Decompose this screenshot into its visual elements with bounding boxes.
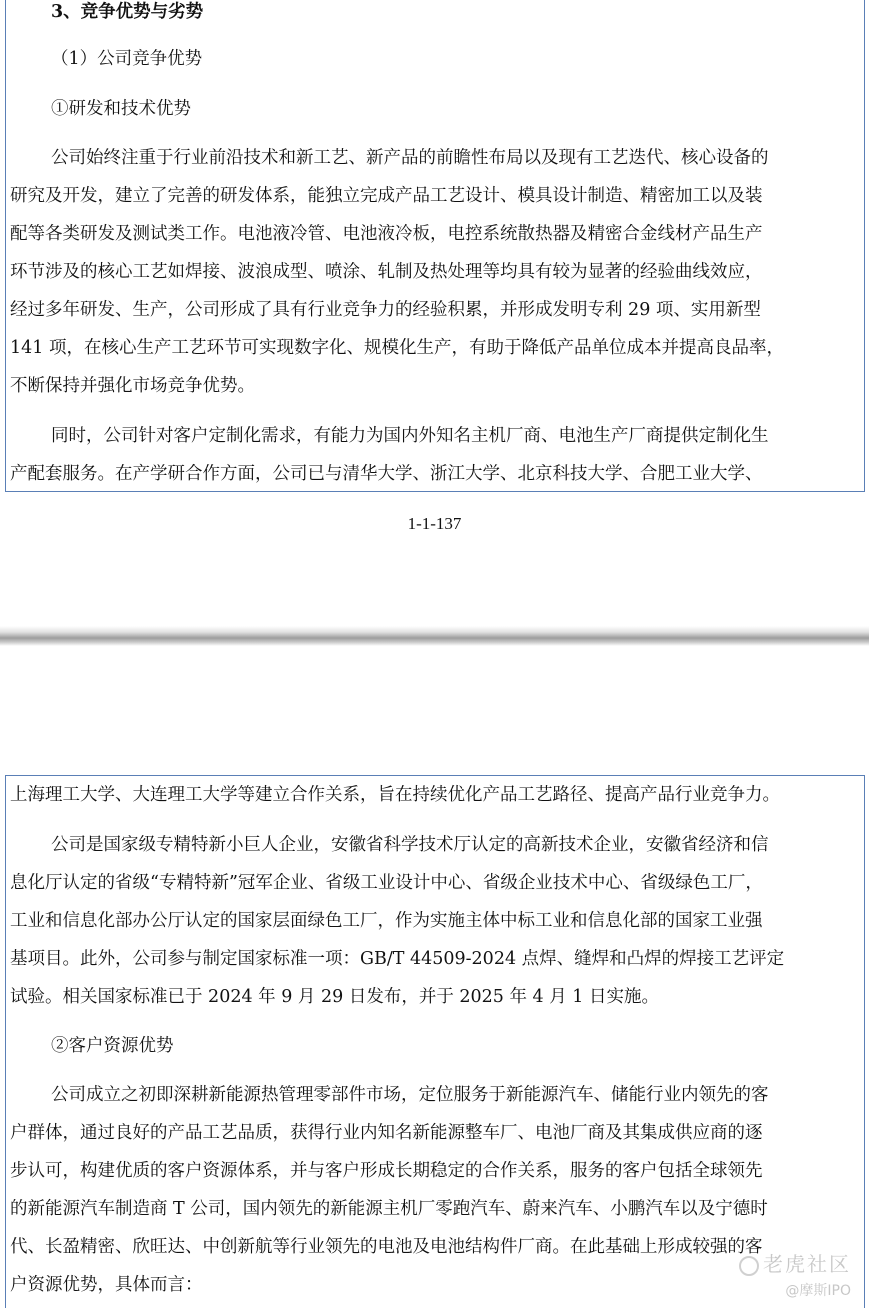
paragraph-line: 公司始终注重于行业前沿技术和新工艺、新产品的前瞻性布局以及现有工艺迭代、核心设备的 [51,148,769,168]
paragraph-line: 户群体，通过良好的产品工艺品质，获得行业内知名新能源整车厂、电池厂商及其集成供应商的逐 [10,1123,763,1143]
section-title-customers: ②客户资源优势 [51,1036,174,1056]
paragraph-line: 步认可，构建优质的客户资源体系，并与客户形成长期稳定的合作关系，服务的客户包括全球领先 [10,1161,763,1181]
paragraph-line: 代、长盈精密、欣旺达、中创新航等行业领先的电池及电池结构件厂商。在此基础上形成较强的客 [10,1237,763,1257]
paragraph-line: 户资源优势，具体而言： [10,1275,203,1295]
section-heading: 3、竞争优势与劣势 [51,2,204,22]
tiger-logo-icon [739,1256,759,1276]
page-separator [0,626,869,646]
paragraph-line: 环节涉及的核心工艺如焊接、波浪成型、喷涂、轧制及热处理等均具有较为显著的经验曲线效应， [10,262,763,282]
paragraph-line: 工业和信息化部办公厅认定的国家层面绿色工厂，作为实施主体中标工业和信息化部的国家工业强 [10,911,763,931]
section-title-rd: ①研发和技术优势 [51,99,191,119]
paragraph-line: 产配套服务。在产学研合作方面，公司已与清华大学、浙江大学、北京科技大学、合肥工业大学、 [10,464,763,484]
paragraph-line: 基项目。此外，公司参与制定国家标准一项：GB/T 44509-2024 点焊、缝焊和凸焊的焊接工艺评定 [10,949,785,969]
paragraph-line: 上海理工大学、大连理工大学等建立合作关系，旨在持续优化产品工艺路径、提高产品行业竞争力。 [10,785,780,805]
paragraph-line: 经过多年研发、生产，公司形成了具有行业竞争力的经验积累，并形成发明专利 29 项、实用新型 [10,300,761,320]
watermark-main-text: 老虎社区 [763,1252,851,1276]
paragraph-line: 息化厅认定的省级“专精特新”冠军企业、省级工业设计中心、省级企业技术中心、省级绿色工厂， [10,873,763,893]
paragraph-line: 试验。相关国家标准已于 2024 年 9 月 29 日发布，并于 2025 年 4 月 1 日实施。 [10,987,659,1007]
paragraph-line: 研究及开发，建立了完善的研发体系，能独立完成产品工艺设计、模具设计制造、精密加工以及装 [10,186,763,206]
paragraph-line: 不断保持并强化市场竞争优势。 [10,376,255,396]
subheading: （1）公司竞争优势 [51,49,203,69]
paragraph-line: 同时，公司针对客户定制化需求，有能力为国内外知名主机厂商、电池生产厂商提供定制化生 [51,426,769,446]
paragraph-line: 公司成立之初即深耕新能源热管理零部件市场，定位服务于新能源汽车、储能行业内领先的客 [51,1085,769,1105]
paragraph-line: 141 项，在核心生产工艺环节可实现数字化、规模化生产，有助于降低产品单位成本并提高良品率， [10,338,784,358]
page-number: 1-1-137 [407,514,462,533]
document-page-top [5,0,865,492]
watermark-handle: @摩斯IPO [785,1283,851,1299]
paragraph-line: 配等各类研发及测试类工作。电池液冷管、电池液冷板，电控系统散热器及精密合金线材产品生产 [10,224,763,244]
paragraph-line: 公司是国家级专精特新小巨人企业，安徽省科学技术厅认定的高新技术企业，安徽省经济和信 [51,835,769,855]
paragraph-line: 的新能源汽车制造商 T 公司，国内领先的新能源主机厂零跑汽车、蔚来汽车、小鹏汽车以及宁德时 [10,1199,768,1219]
watermark-logo [739,1248,851,1277]
